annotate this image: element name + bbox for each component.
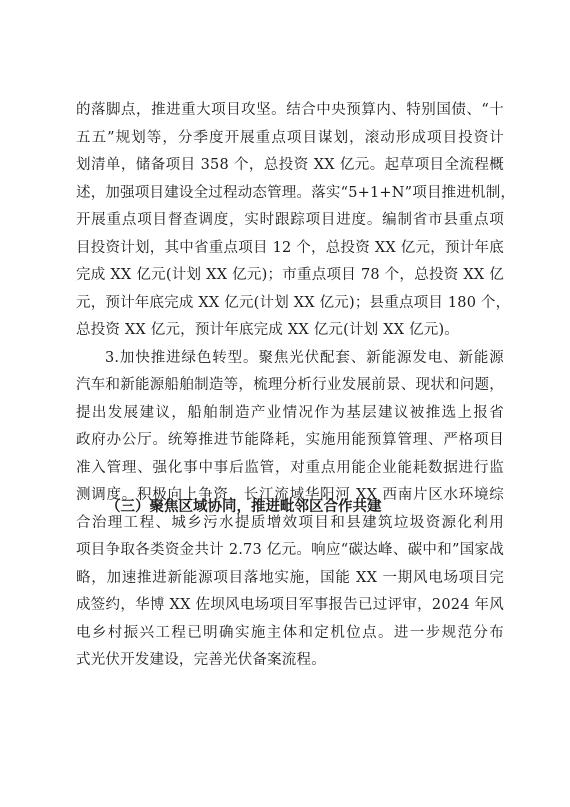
paragraph-line: 目投资计划，其中省重点项目 12 个，总投资 XX 亿元，预计年底	[76, 239, 504, 256]
paragraph-line: 合治理工程、城乡污水提质增效项目和县建筑垃圾资源化利用	[76, 514, 504, 531]
paragraph-line: 成签约，华博 XX 佐坝风电场项目军事报告已过评审，2024 年风	[76, 597, 504, 613]
paragraph-line: 的落脚点，推进重大项目攻坚。结合中央预算内、特别国债、“十	[76, 102, 504, 118]
paragraph-line: 完成 XX 亿元(计划 XX 亿元)；市重点项目 78 个，总投资 XX 亿	[76, 267, 504, 283]
paragraph-line: 五五”规划等，分季度开展重点项目谋划，滚动形成项目投资计	[76, 129, 504, 146]
body-text	[76, 97, 516, 675]
paragraph-line: 汽车和新能源船舶制造等，梳理分析行业发展前景、现状和问题，	[76, 377, 504, 393]
paragraph-line: 划清单，储备项目 358 个，总投资 XX 亿元。起草项目全流程概	[76, 157, 504, 173]
paragraph-line: 提出发展建议，船舶制造产业情况作为基层建议被推选上报省	[76, 404, 504, 421]
paragraph-line: 略，加速推进新能源项目落地实施，国能 XX 一期风电场项目完	[76, 569, 504, 586]
paragraph-line: 元，预计年底完成 XX 亿元(计划 XX 亿元)；县重点项目 180 个，	[76, 294, 511, 311]
paragraph-line: 电乡村振兴工程已明确实施主体和定机位点。进一步规范分布	[76, 624, 504, 641]
paragraph-line: 项目争取各类资金共计 2.73 亿元。响应“碳达峰、碳中和”国家战	[76, 542, 504, 558]
paragraph-line: 测调度。积极向上争资，长江流域华阳河 XX 西南片区水环境综	[76, 487, 504, 503]
paragraph-line: 总投资 XX 亿元，预计年底完成 XX 亿元(计划 XX 亿元)。	[76, 322, 460, 338]
paragraph-line: 准入管理、强化事中事后监管，对重点用能企业能耗数据进行监	[76, 459, 504, 476]
paragraph-projects	[76, 97, 516, 345]
paragraph-line: 开展重点项目督查调度，实时跟踪项目进度。编制省市县重点项	[76, 212, 504, 228]
paragraph-line: 式光伏开发建设，完善光伏备案流程。	[76, 652, 326, 668]
paragraph-line: 3.加快推进绿色转型。聚焦光伏配套、新能源发电、新能源	[105, 349, 504, 366]
paragraph-line: 政府办公厅。统筹推进节能降耗，实施用能预算管理、严格项目	[76, 432, 504, 448]
section-heading: （三）聚焦区域协同，推进毗邻区合作共建	[106, 498, 382, 515]
paragraph-line: 述，加强项目建设全过程动态管理。落实“5+1+N”项目推进机制，	[76, 184, 516, 201]
